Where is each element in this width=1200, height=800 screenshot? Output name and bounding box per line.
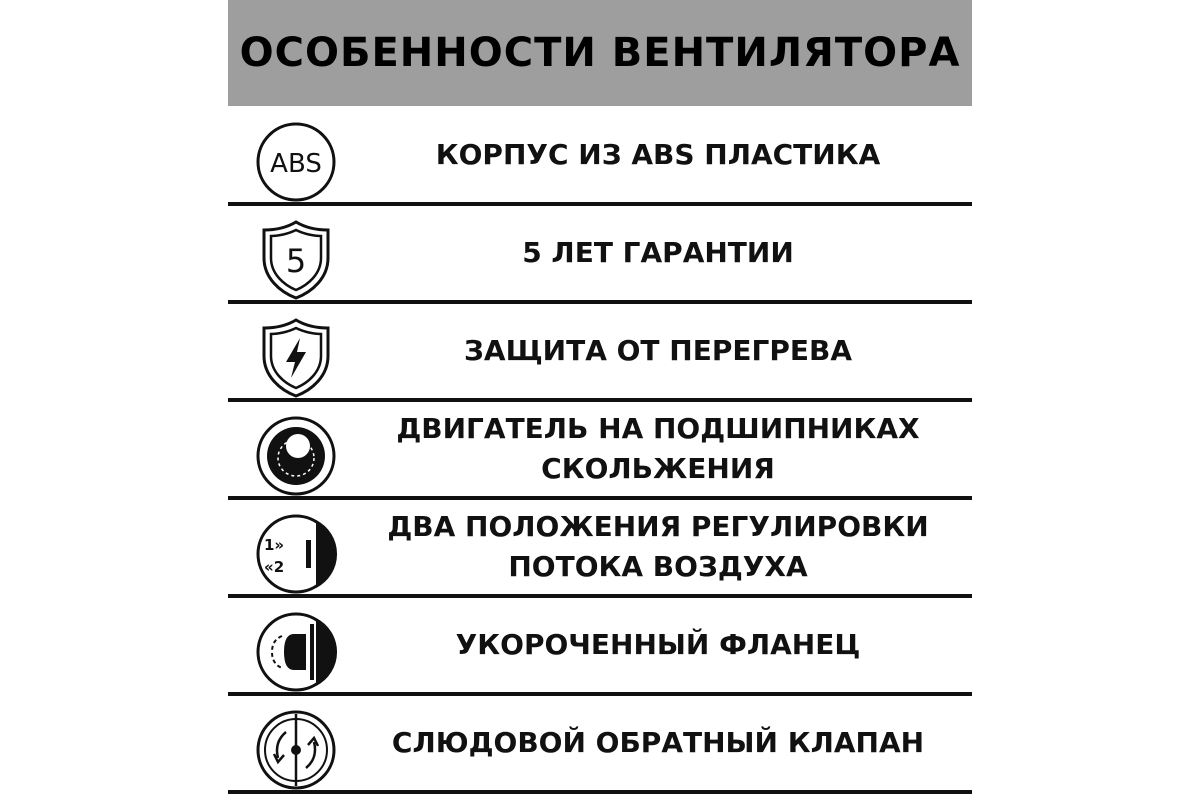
page-title: ОСОБЕННОСТИ ВЕНТИЛЯТОРА [239,30,961,76]
abs-icon [254,120,338,204]
feature-label: СЛЮДОВОЙ ОБРАТНЫЙ КЛАПАН [391,726,925,759]
lightning-shield-icon [254,316,338,400]
feature-label: 5 ЛЕТ ГАРАНТИИ [522,236,794,269]
warranty-shield-icon [254,218,338,302]
feature-row-abs [228,108,972,206]
header-bar [228,0,972,106]
feature-text [358,304,958,398]
feature-label-line-1: ДВА ПОЛОЖЕНИЯ РЕГУЛИРОВКИ [387,510,929,543]
feature-text [358,500,958,594]
row-divider [228,790,972,794]
feature-text [358,696,958,790]
airflow-positions-icon [254,512,338,596]
feature-text [358,598,958,692]
feature-label: УКОРОЧЕННЫЙ ФЛАНЕЦ [455,628,861,661]
feature-text [358,108,958,202]
features-sheet [228,0,972,800]
feature-label: КОРПУС ИЗ ABS ПЛАСТИКА [435,138,881,171]
bearing-motor-icon [254,414,338,498]
airflow-icon-pos2: «2 [264,558,285,576]
feature-row-warranty [228,206,972,304]
feature-text [358,206,958,300]
feature-row-valve [228,696,972,794]
short-flange-icon [254,610,338,694]
airflow-icon-pos1: 1» [264,536,285,554]
check-valve-icon [254,708,338,792]
feature-row-flange [228,598,972,696]
feature-row-motor [228,402,972,500]
feature-label-line-2: СКОЛЬЖЕНИЯ [541,452,775,485]
feature-label-line-2: ПОТОКА ВОЗДУХА [508,550,808,583]
feature-row-overheat [228,304,972,402]
warranty-icon-number: 5 [285,242,307,280]
feature-label: ЗАЩИТА ОТ ПЕРЕГРЕВА [464,334,852,367]
feature-row-airflow [228,500,972,598]
abs-icon-label: ABS [270,149,322,179]
feature-text [358,402,958,496]
feature-label-line-1: ДВИГАТЕЛЬ НА ПОДШИПНИКАХ [396,412,920,445]
